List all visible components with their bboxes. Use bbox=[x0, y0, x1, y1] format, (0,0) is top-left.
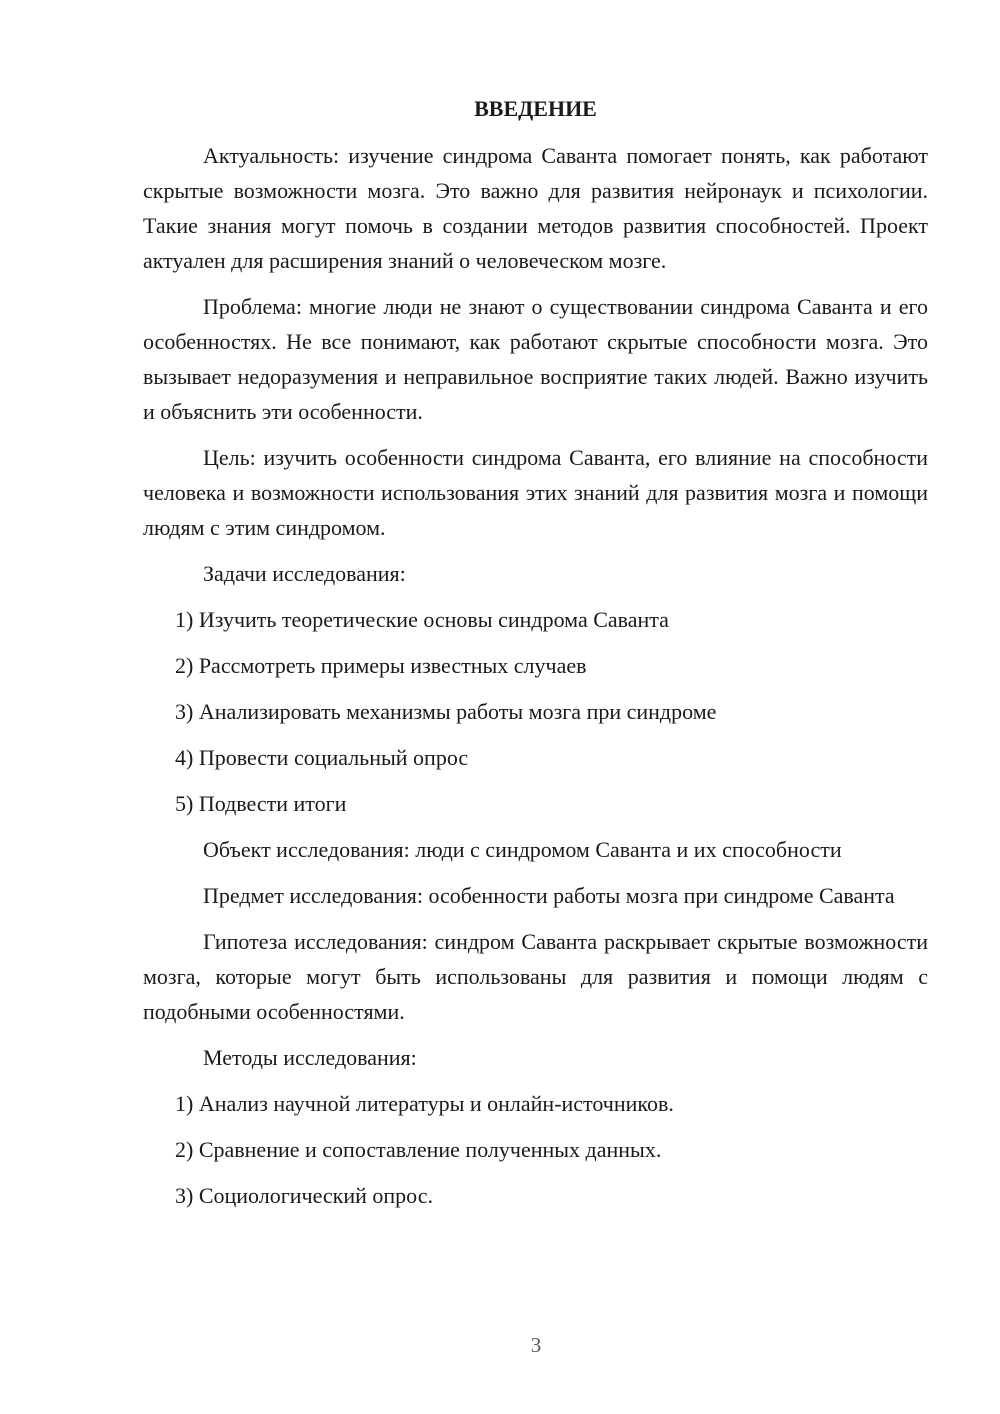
task-item: 3) Анализировать механизмы работы мозга при синдроме bbox=[175, 699, 717, 724]
goal-paragraph: Цель: изучить особенности синдрома Саванта, его влияние на способности человека и возможности использования этих знаний для развития мозга и помощи людям с этим синдромом. bbox=[143, 445, 928, 540]
tasks-heading: Задачи исследования: bbox=[203, 561, 406, 586]
method-item: 2) Сравнение и сопоставление полученных данных. bbox=[175, 1137, 662, 1162]
relevance-paragraph: Актуальность: изучение синдрома Саванта помогает понять, как работают скрытые возможности мозга. Это важно для развития нейронаук и психологии. Такие знания могут помочь в создании методов развития способностей. Проект актуален для расширения знаний о человеческом мозге. bbox=[143, 143, 928, 273]
hypothesis-paragraph: Гипотеза исследования: синдром Саванта раскрывает скрытые возможности мозга, которые могут быть использованы для развития и помощи людям с подобными особенностями. bbox=[143, 929, 928, 1024]
task-item: 4) Провести социальный опрос bbox=[175, 745, 469, 770]
subject-paragraph: Предмет исследования: особенности работы мозга при синдроме Саванта bbox=[203, 883, 895, 908]
task-item: 5) Подвести итоги bbox=[175, 791, 347, 816]
page-number: 3 bbox=[530, 1333, 542, 1357]
page-title: ВВЕДЕНИЕ bbox=[474, 96, 597, 121]
methods-heading: Методы исследования: bbox=[203, 1045, 417, 1070]
task-item: 2) Рассмотреть примеры известных случаев bbox=[175, 653, 587, 678]
tasks-list bbox=[143, 602, 928, 821]
problem-paragraph: Проблема: многие люди не знают о существовании синдрома Саванта и его особенностях. Не все понимают, как работают скрытые способности мозга. Это вызывает недоразумения и неправильное восприятие таких людей. Важно изучить и объяснить эти особенности. bbox=[143, 294, 928, 424]
methods-list bbox=[143, 1086, 928, 1213]
method-item: 3) Социологический опрос. bbox=[175, 1183, 433, 1208]
page-content bbox=[143, 92, 928, 1224]
method-item: 1) Анализ научной литературы и онлайн-источников. bbox=[175, 1091, 674, 1116]
object-paragraph: Объект исследования: люди с синдромом Саванта и их способности bbox=[203, 837, 842, 862]
task-item: 1) Изучить теоретические основы синдрома Саванта bbox=[175, 607, 669, 632]
